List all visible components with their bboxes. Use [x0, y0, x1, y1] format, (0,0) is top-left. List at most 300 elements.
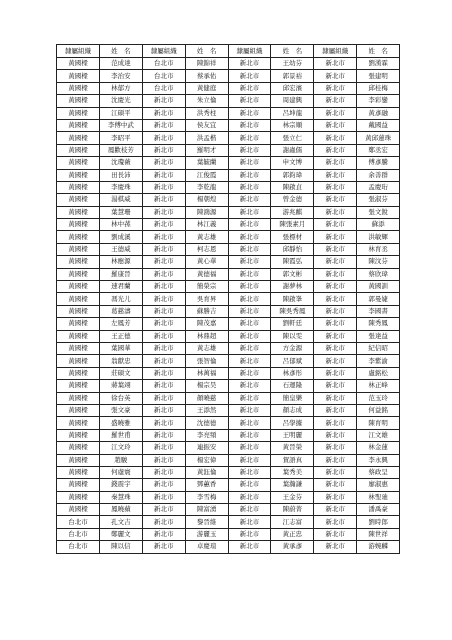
member-name-cell: 邱靜怡 — [271, 243, 314, 255]
organization-cell: 新北市 — [228, 119, 271, 131]
table-row — [57, 417, 400, 429]
organization-cell: 新北市 — [142, 404, 185, 416]
member-name-cell: 張淑芬 — [357, 194, 400, 206]
member-name-cell: 鄭麗文 — [99, 528, 142, 540]
organization-cell: 新北市 — [228, 194, 271, 206]
organization-cell: 新北市 — [142, 95, 185, 107]
organization-cell: 新北市 — [314, 479, 357, 491]
member-name-cell: 黃健庭 — [185, 82, 228, 94]
member-name-cell: 簡榮宗 — [185, 281, 228, 293]
organization-cell: 新北市 — [314, 181, 357, 193]
member-name-cell: 羅明才 — [185, 144, 228, 156]
member-name-cell: 黃彥融 — [357, 107, 400, 119]
organization-cell: 台北市 — [142, 82, 185, 94]
member-name-cell: 林正峰 — [357, 380, 400, 392]
member-name-cell: 葛慈濤 — [99, 305, 142, 317]
member-name-cell: 陳秀鳳 — [357, 318, 400, 330]
member-name-cell: 林鼎超 — [185, 330, 228, 342]
member-name-cell: 郭曼婕 — [357, 293, 400, 305]
member-name-cell: 陳啟峯 — [271, 293, 314, 305]
column-header-organization: 隸屬組織 — [314, 45, 357, 58]
organization-cell: 新北市 — [228, 206, 271, 218]
member-name-cell: 何益銘 — [357, 404, 400, 416]
organization-cell: 新北市 — [314, 367, 357, 379]
organization-cell: 新北市 — [142, 119, 185, 131]
organization-cell: 新北市 — [314, 194, 357, 206]
member-name-cell: 王幼芬 — [271, 58, 314, 70]
member-name-cell: 蘇添 — [357, 219, 400, 231]
table-row — [57, 367, 400, 379]
column-header-name: 姓 名 — [99, 45, 142, 58]
organization-cell: 新北市 — [314, 417, 357, 429]
member-name-cell: 葉慧珊 — [99, 206, 142, 218]
table-row — [57, 318, 400, 330]
member-name-cell: 王添然 — [185, 404, 228, 416]
organization-cell: 黃國樑 — [57, 491, 100, 503]
member-name-cell: 邱桂梅 — [357, 82, 400, 94]
member-name-cell: 呂坤龍 — [271, 107, 314, 119]
member-name-cell: 徐台英 — [99, 392, 142, 404]
organization-cell: 新北市 — [228, 181, 271, 193]
member-name-cell: 戴國益 — [357, 119, 400, 131]
member-name-cell: 沈瓊薇 — [99, 157, 142, 169]
member-name-cell: 葉國華 — [99, 342, 142, 354]
member-name-cell: 黃志雄 — [185, 231, 228, 243]
organization-cell: 黃國樑 — [57, 256, 100, 268]
organization-cell: 黃國樑 — [57, 293, 100, 305]
organization-cell: 新北市 — [142, 528, 185, 540]
column-header-name: 姓 名 — [357, 45, 400, 58]
member-name-cell: 江俊霞 — [185, 169, 228, 181]
organization-cell: 新北市 — [142, 243, 185, 255]
member-name-cell: 林萬福 — [185, 367, 228, 379]
table-row — [57, 206, 400, 218]
organization-cell: 新北市 — [142, 491, 185, 503]
member-name-cell: 張立仁 — [271, 132, 314, 144]
member-name-cell: 李永興 — [357, 454, 400, 466]
organization-cell: 新北市 — [228, 417, 271, 429]
organization-cell: 新北市 — [314, 70, 357, 82]
organization-cell: 台北市 — [57, 528, 100, 540]
member-name-cell: 張建明 — [357, 70, 400, 82]
organization-cell: 新北市 — [228, 504, 271, 516]
table-row — [57, 219, 400, 231]
organization-cell: 黃國樑 — [57, 318, 100, 330]
column-header-organization: 隸屬組織 — [142, 45, 185, 58]
organization-cell: 新北市 — [142, 157, 185, 169]
member-name-cell: 陳育明 — [357, 417, 400, 429]
member-name-cell: 黃志雄 — [185, 342, 228, 354]
member-name-cell: 游麗玉 — [185, 528, 228, 540]
member-name-cell: 賀語真 — [271, 454, 314, 466]
table-row — [57, 157, 400, 169]
member-name-cell: 林中蓀 — [99, 219, 142, 231]
organization-cell: 新北市 — [142, 144, 185, 156]
member-name-cell: 左鳳芳 — [99, 318, 142, 330]
table-row — [57, 516, 400, 528]
member-name-cell: 林宗順 — [271, 119, 314, 131]
organization-cell: 新北市 — [314, 392, 357, 404]
member-name-cell: 陳啟貞 — [271, 181, 314, 193]
organization-cell: 新北市 — [142, 268, 185, 280]
member-name-cell: 陳錦祥 — [185, 58, 228, 70]
member-name-cell: 林金蓮 — [357, 442, 400, 454]
member-name-cell: 孟慶珩 — [357, 181, 400, 193]
organization-cell: 新北市 — [142, 504, 185, 516]
organization-cell: 新北市 — [142, 132, 185, 144]
organization-cell: 黃國樑 — [57, 119, 100, 131]
organization-cell: 黃國樑 — [57, 243, 100, 255]
organization-cell: 新北市 — [142, 305, 185, 317]
member-name-cell: 范成達 — [99, 58, 142, 70]
member-name-cell: 陳以雯 — [271, 330, 314, 342]
organization-cell: 新北市 — [228, 281, 271, 293]
organization-cell: 新北市 — [228, 516, 271, 528]
member-name-cell: 李雪梅 — [185, 491, 228, 503]
member-name-cell: 方金源 — [271, 342, 314, 354]
organization-cell: 新北市 — [314, 466, 357, 478]
member-name-cell: 莊碩文 — [99, 367, 142, 379]
table-row — [57, 342, 400, 354]
organization-cell: 黃國樑 — [57, 342, 100, 354]
member-name-cell: 速君蘭 — [99, 281, 142, 293]
table-row — [57, 243, 400, 255]
organization-cell: 新北市 — [228, 528, 271, 540]
organization-cell: 黃國樑 — [57, 305, 100, 317]
member-roster-table — [56, 44, 400, 554]
organization-cell: 新北市 — [142, 442, 185, 454]
table-row — [57, 132, 400, 144]
organization-cell: 新北市 — [142, 429, 185, 441]
organization-cell: 新北市 — [142, 392, 185, 404]
organization-cell: 新北市 — [142, 107, 185, 119]
member-name-cell: 范玉玲 — [357, 392, 400, 404]
member-name-cell: 羅康晉 — [99, 268, 142, 280]
organization-cell: 台北市 — [142, 58, 185, 70]
organization-cell: 黃國樑 — [57, 169, 100, 181]
organization-cell: 新北市 — [314, 454, 357, 466]
organization-cell: 新北市 — [142, 342, 185, 354]
organization-cell: 黃國樑 — [57, 504, 100, 516]
organization-cell: 新北市 — [314, 541, 357, 553]
organization-cell: 新北市 — [314, 206, 357, 218]
member-name-cell: 游婉麟 — [357, 541, 400, 553]
organization-cell: 新北市 — [228, 392, 271, 404]
member-name-cell: 林江義 — [185, 219, 228, 231]
organization-cell: 新北市 — [228, 293, 271, 305]
member-name-cell: 傅彥騰 — [357, 157, 400, 169]
member-name-cell: 王德威 — [99, 243, 142, 255]
member-name-cell: 呂郁斌 — [271, 355, 314, 367]
member-name-cell: 錢震宇 — [99, 479, 142, 491]
member-name-cell: 吳育昇 — [185, 293, 228, 305]
member-name-cell: 李國書 — [357, 305, 400, 317]
organization-cell: 新北市 — [314, 256, 357, 268]
organization-cell: 新北市 — [228, 157, 271, 169]
organization-cell: 新北市 — [142, 281, 185, 293]
organization-cell: 新北市 — [314, 380, 357, 392]
organization-cell: 新北市 — [228, 268, 271, 280]
member-name-cell: 洪敏輝 — [357, 231, 400, 243]
member-name-cell: 陳富湧 — [185, 504, 228, 516]
organization-cell: 新北市 — [228, 429, 271, 441]
member-name-cell: 陳鴻源 — [185, 206, 228, 218]
organization-cell: 新北市 — [314, 516, 357, 528]
organization-cell: 台北市 — [142, 70, 185, 82]
member-name-cell: 沈慶光 — [99, 95, 142, 107]
member-name-cell: 洪秀柱 — [185, 107, 228, 119]
member-name-cell: 劉成溪 — [99, 231, 142, 243]
member-name-cell: 蔡欣瑋 — [357, 268, 400, 280]
organization-cell: 黃國樑 — [57, 442, 100, 454]
member-name-cell: 蔡承佑 — [185, 70, 228, 82]
organization-cell: 新北市 — [314, 169, 357, 181]
member-name-cell: 連振安 — [185, 442, 228, 454]
table-row — [57, 169, 400, 181]
member-name-cell: 蘇勝吉 — [185, 305, 228, 317]
organization-cell: 新北市 — [228, 541, 271, 553]
table-row — [57, 479, 400, 491]
member-name-cell: 鄧蕙香 — [185, 479, 228, 491]
organization-cell: 黃國樑 — [57, 392, 100, 404]
member-name-cell: 張達益 — [357, 330, 400, 342]
member-name-cell: 秦慧珠 — [99, 491, 142, 503]
member-name-cell: 郭景裕 — [271, 70, 314, 82]
member-name-cell: 林應源 — [99, 256, 142, 268]
table-row — [57, 256, 400, 268]
organization-cell: 新北市 — [314, 442, 357, 454]
member-name-cell: 張文銳 — [357, 206, 400, 218]
organization-cell: 新北市 — [142, 181, 185, 193]
organization-cell: 新北市 — [314, 318, 357, 330]
table-row — [57, 58, 400, 70]
organization-cell: 新北市 — [142, 516, 185, 528]
organization-cell: 新北市 — [142, 355, 185, 367]
member-name-cell: 林育丞 — [357, 243, 400, 255]
table-row — [57, 504, 400, 516]
member-name-cell: 石運隆 — [271, 380, 314, 392]
organization-cell: 新北市 — [314, 305, 357, 317]
organization-cell: 新北市 — [142, 206, 185, 218]
member-name-cell: 黃晉榮 — [271, 442, 314, 454]
organization-cell: 黃國樑 — [57, 95, 100, 107]
table-row — [57, 144, 400, 156]
table-row — [57, 442, 400, 454]
member-name-cell: 盛曉雅 — [99, 417, 142, 429]
organization-cell: 新北市 — [228, 82, 271, 94]
organization-cell: 新北市 — [314, 132, 357, 144]
organization-cell: 新北市 — [314, 342, 357, 354]
member-name-cell: 劉時郎 — [357, 516, 400, 528]
organization-cell: 新北市 — [228, 479, 271, 491]
member-name-cell: 陳蔚菁 — [271, 504, 314, 516]
organization-cell: 黃國樑 — [57, 132, 100, 144]
organization-cell: 黃國樑 — [57, 355, 100, 367]
member-name-cell: 李亮頻 — [185, 429, 228, 441]
table-row — [57, 466, 400, 478]
organization-cell: 新北市 — [228, 404, 271, 416]
member-name-cell: 葉秀美 — [271, 466, 314, 478]
member-name-cell: 李乾龍 — [185, 181, 228, 193]
table-row — [57, 70, 400, 82]
organization-cell: 新北市 — [228, 132, 271, 144]
organization-cell: 新北市 — [228, 442, 271, 454]
organization-cell: 新北市 — [314, 281, 357, 293]
member-name-cell: 謝蟲儒 — [271, 144, 314, 156]
member-name-cell: 紀信昭 — [357, 342, 400, 354]
member-name-cell: 孔文吉 — [99, 516, 142, 528]
organization-cell: 新北市 — [142, 256, 185, 268]
organization-cell: 新北市 — [314, 355, 357, 367]
member-name-cell: 游兆麒 — [271, 206, 314, 218]
column-header-name: 姓 名 — [185, 45, 228, 58]
organization-cell: 黃國樑 — [57, 181, 100, 193]
organization-cell: 新北市 — [142, 466, 185, 478]
roster-body — [57, 58, 400, 554]
organization-cell: 黃國樑 — [57, 417, 100, 429]
organization-cell: 新北市 — [142, 318, 185, 330]
member-name-cell: 柯志恩 — [185, 243, 228, 255]
organization-cell: 新北市 — [228, 318, 271, 330]
organization-cell: 黃國樑 — [57, 219, 100, 231]
member-name-cell: 張文豪 — [99, 404, 142, 416]
member-name-cell: 黃邱蓮珠 — [357, 132, 400, 144]
member-name-cell: 鄭丞宏 — [357, 144, 400, 156]
member-name-cell: 蔣葉翊 — [99, 380, 142, 392]
member-name-cell: 邱宏濱 — [271, 82, 314, 94]
member-name-cell: 陳茂嘉 — [185, 318, 228, 330]
member-name-cell: 郭鈞瑋 — [271, 169, 314, 181]
member-name-cell: 田長沛 — [99, 169, 142, 181]
member-name-cell: 李彩鑾 — [357, 95, 400, 107]
member-name-cell: 翁獻忠 — [99, 355, 142, 367]
member-name-cell: 楊宗昊 — [185, 380, 228, 392]
member-name-cell: 林彥彤 — [271, 367, 314, 379]
table-row — [57, 380, 400, 392]
member-name-cell: 趙駿 — [99, 454, 142, 466]
member-name-cell: 李慶珠 — [99, 181, 142, 193]
organization-cell: 新北市 — [314, 528, 357, 540]
table-row — [57, 454, 400, 466]
organization-cell: 新北市 — [228, 70, 271, 82]
member-name-cell: 郭文彬 — [271, 268, 314, 280]
column-header-organization: 隸屬組織 — [228, 45, 271, 58]
table-row — [57, 404, 400, 416]
table-row — [57, 429, 400, 441]
member-name-cell: 李傅中武 — [99, 119, 142, 131]
member-name-cell: 江文雄 — [357, 429, 400, 441]
organization-cell: 新北市 — [142, 380, 185, 392]
member-name-cell: 鳳歡枝芳 — [99, 144, 142, 156]
column-header-organization: 隸屬組織 — [57, 45, 100, 58]
member-name-cell: 簡皇樂 — [271, 392, 314, 404]
organization-cell: 新北市 — [314, 404, 357, 416]
organization-cell: 新北市 — [142, 231, 185, 243]
organization-cell: 新北市 — [314, 58, 357, 70]
organization-cell: 新北市 — [314, 231, 357, 243]
member-name-cell: 江碩平 — [99, 107, 142, 119]
member-name-cell: 潘禹豪 — [357, 504, 400, 516]
organization-cell: 新北市 — [142, 454, 185, 466]
organization-cell: 黃國樑 — [57, 367, 100, 379]
member-name-cell: 湯棋威 — [99, 194, 142, 206]
member-name-cell: 蔡政呈 — [357, 466, 400, 478]
member-name-cell: 黃德福 — [185, 268, 228, 280]
organization-cell: 新北市 — [314, 144, 357, 156]
organization-cell: 新北市 — [314, 107, 357, 119]
member-name-cell: 張智倫 — [185, 355, 228, 367]
table-row — [57, 305, 400, 317]
member-name-cell: 楊宏偉 — [185, 454, 228, 466]
table-row — [57, 231, 400, 243]
organization-cell: 黃國樑 — [57, 157, 100, 169]
table-row — [57, 194, 400, 206]
organization-cell: 新北市 — [228, 342, 271, 354]
member-name-cell: 王金芬 — [271, 491, 314, 503]
member-name-cell: 廖淑惠 — [357, 479, 400, 491]
organization-cell: 新北市 — [142, 219, 185, 231]
organization-cell: 新北市 — [314, 268, 357, 280]
organization-cell: 新北市 — [228, 231, 271, 243]
member-name-cell: 王正德 — [99, 330, 142, 342]
table-row — [57, 119, 400, 131]
organization-cell: 黃國樑 — [57, 268, 100, 280]
member-name-cell: 王明麗 — [271, 429, 314, 441]
organization-cell: 新北市 — [142, 479, 185, 491]
organization-cell: 黃國樑 — [57, 479, 100, 491]
member-name-cell: 顏志成 — [271, 404, 314, 416]
member-name-cell: 周建興 — [271, 95, 314, 107]
column-header-name: 姓 名 — [271, 45, 314, 58]
organization-cell: 黃國樑 — [57, 82, 100, 94]
organization-cell: 新北市 — [228, 305, 271, 317]
member-name-cell: 侯友宜 — [185, 119, 228, 131]
organization-cell: 新北市 — [314, 330, 357, 342]
organization-cell: 新北市 — [142, 417, 185, 429]
organization-cell: 新北市 — [142, 293, 185, 305]
member-name-cell: 黎晉維 — [185, 516, 228, 528]
member-name-cell: 李紫渝 — [357, 355, 400, 367]
organization-cell: 新北市 — [142, 541, 185, 553]
organization-cell: 新北市 — [228, 367, 271, 379]
member-name-cell: 葉瀚謙 — [271, 479, 314, 491]
member-name-cell: 黃國訓 — [357, 281, 400, 293]
member-name-cell: 陳世祥 — [357, 528, 400, 540]
member-name-cell: 黃正忠 — [271, 528, 314, 540]
member-name-cell: 羅世甫 — [99, 429, 142, 441]
table-row — [57, 181, 400, 193]
organization-cell: 新北市 — [314, 157, 357, 169]
table-row — [57, 281, 400, 293]
organization-cell: 黃國樑 — [57, 194, 100, 206]
organization-cell: 新北市 — [314, 504, 357, 516]
member-name-cell: 楊朝煌 — [185, 194, 228, 206]
organization-cell: 新北市 — [228, 107, 271, 119]
member-name-cell: 申文博 — [271, 157, 314, 169]
member-name-cell: 呂學據 — [271, 417, 314, 429]
table-row — [57, 541, 400, 553]
organization-cell: 新北市 — [314, 491, 357, 503]
organization-cell: 新北市 — [314, 219, 357, 231]
organization-cell: 新北市 — [228, 219, 271, 231]
organization-cell: 台北市 — [57, 541, 100, 553]
member-name-cell: 劉軒廷 — [271, 318, 314, 330]
member-name-cell: 林聖廸 — [357, 491, 400, 503]
organization-cell: 黃國樑 — [57, 58, 100, 70]
organization-cell: 黃國樑 — [57, 404, 100, 416]
table-row — [57, 330, 400, 342]
table-row — [57, 82, 400, 94]
